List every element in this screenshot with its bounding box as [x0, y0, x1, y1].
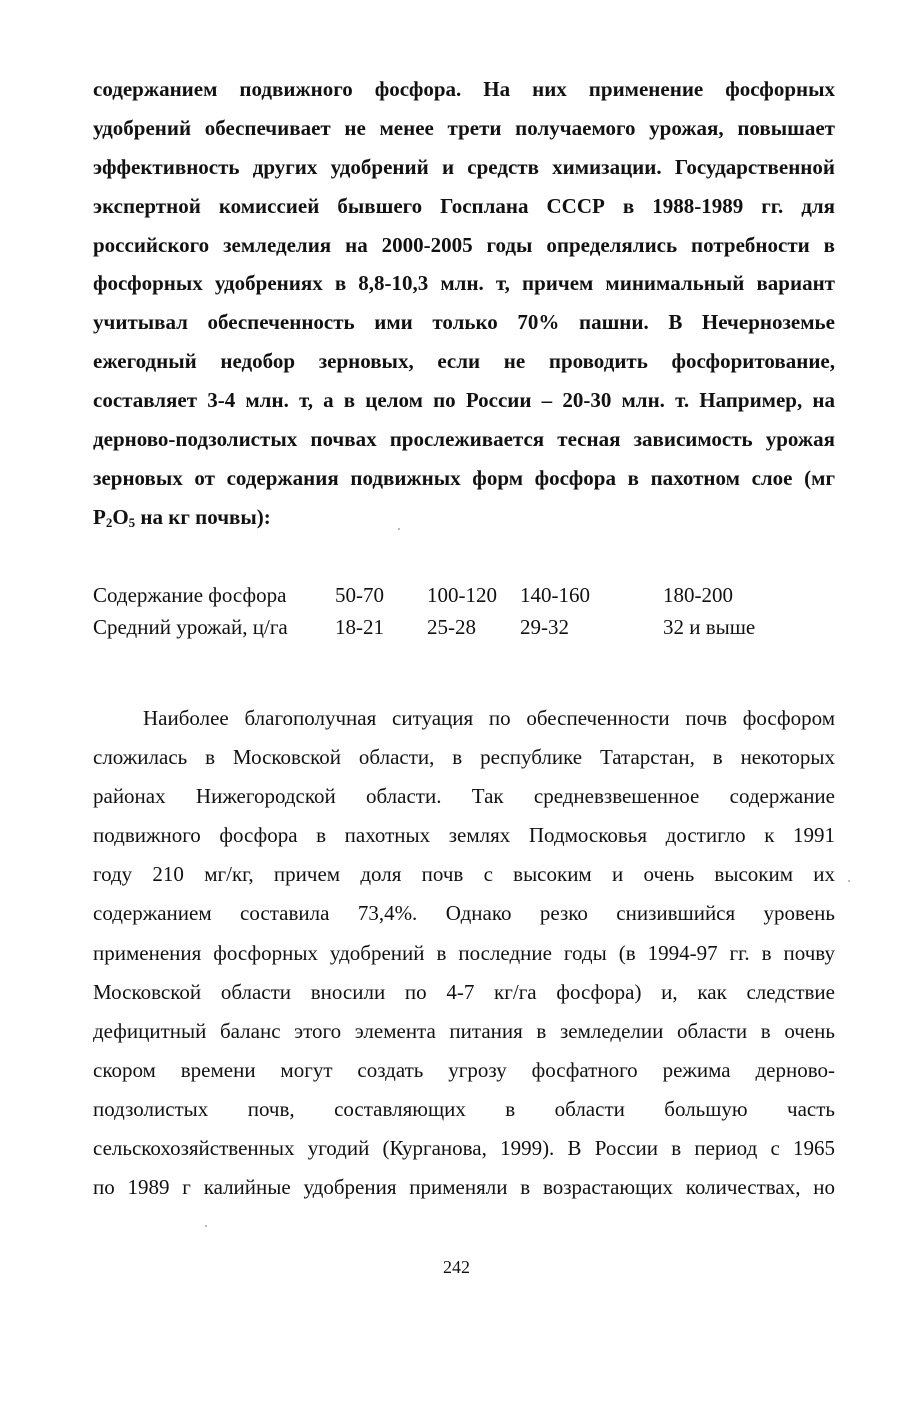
table-cell: 18-21 [335, 615, 384, 639]
page-number: 242 [443, 1257, 470, 1277]
p1-line: составляет 3-4 млн. т, а в целом по России – 20-30 млн. т. Например, на [93, 388, 835, 413]
formula-p: P [93, 504, 106, 529]
p2-line: Наиболее благополучная ситуация по обеспеченности почв фосфором [143, 706, 835, 730]
p1-formula-line [93, 498, 835, 537]
formula-o-subscript: 5 [128, 514, 136, 530]
p2-line: сельскохозяйственных угодий (Курганова, 1999). В России в период с 1965 [93, 1136, 835, 1161]
table-cell: 32 и выше [663, 615, 756, 639]
paragraph-2 [93, 699, 835, 1207]
formula-p-subscript: 2 [105, 514, 113, 530]
table-row [93, 583, 813, 615]
p1-line: фосфорных удобрениях в 8,8-10,3 млн. т, причем минимальный вариант [93, 271, 835, 296]
p2-line: Московской области вносили по 4-7 кг/га фосфора) и, как следствие [93, 979, 835, 1004]
p2-line: подвижного фосфора в пахотных землях Подмосковья достигло к 1991 [93, 823, 835, 848]
table-cell: 180-200 [663, 583, 733, 607]
paragraph-1 [93, 70, 835, 537]
p1-line: учитывал обеспеченность ими только 70% пашни. В Нечерноземье [93, 310, 835, 335]
p2-line: районах Нижегородской области. Так средневзвешенное содержание [93, 784, 835, 809]
p1-last-line-tail: на кг почвы): [135, 504, 271, 529]
p2-line: содержанием составила 73,4%. Однако резко снизившийся уровень [93, 901, 835, 926]
p1-line: экспертной комиссией бывшего Госплана СССР в 1988-1989 гг. для [93, 193, 835, 218]
scan-speck [398, 528, 400, 530]
p1-line: зерновых от содержания подвижных форм фосфора в пахотном слое (мг [93, 465, 835, 490]
p1-line: удобрений обеспечивает не менее трети получаемого урожая, повышает [93, 115, 835, 140]
p2-line: сложилась в Московской области, в республике Татарстан, в некоторых [93, 745, 835, 770]
p2-line: подзолистых почв, составляющих в области большую часть [93, 1096, 835, 1121]
phosphorus-yield-table [93, 583, 813, 647]
formula-o: O [112, 504, 129, 529]
table-cell: 100-120 [427, 583, 497, 607]
table-row [93, 615, 813, 647]
table-cell: 29-32 [520, 615, 569, 639]
scan-speck [205, 1225, 207, 1227]
row-label: Средний урожай, ц/га [93, 615, 288, 639]
p2-line: применения фосфорных удобрений в последние годы (в 1994-97 гг. в почву [93, 940, 835, 965]
p1-line: ежегодный недобор зерновых, если не проводить фосфоритование, [93, 349, 835, 374]
table-cell: 25-28 [427, 615, 476, 639]
row-label: Содержание фосфора [93, 583, 287, 607]
p1-line: содержанием подвижного фосфора. На них применение фосфорных [93, 77, 835, 101]
p2-line: году 210 мг/кг, причем доля почв с высоким и очень высоким их [93, 862, 835, 887]
p1-line: российского земледелия на 2000-2005 годы определялись потребности в [93, 232, 835, 257]
table-cell: 50-70 [335, 583, 384, 607]
p1-line: эффективность других удобрений и средств химизации. Государственной [93, 154, 835, 179]
p2-line: дефицитный баланс этого элемента питания в земледелии области в очень [93, 1018, 835, 1043]
table-cell: 140-160 [520, 583, 590, 607]
p2-line: скором времени могут создать угрозу фосфатного режима дерново- [93, 1057, 835, 1082]
p1-line: дерново-подзолистых почвах прослеживается тесная зависимость урожая [93, 427, 835, 452]
scan-speck [848, 880, 850, 882]
p2-line: по 1989 г калийные удобрения применяли в возрастающих количествах, но [93, 1175, 835, 1200]
